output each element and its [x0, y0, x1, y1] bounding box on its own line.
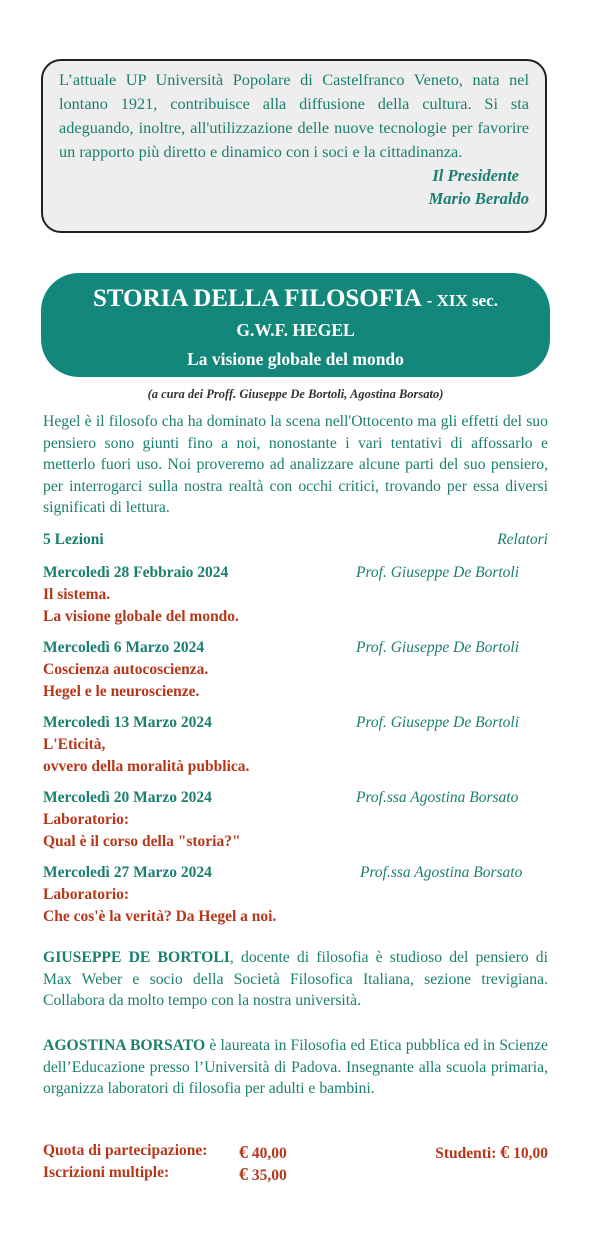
lesson-title-line2: La visione globale del mondo. — [43, 608, 239, 625]
lesson-item — [43, 563, 548, 627]
lesson-speaker: Prof. Giuseppe De Bortoli — [356, 639, 520, 656]
lesson-speaker: Prof.ssa Agostina Borsato — [360, 864, 523, 881]
course-description: Hegel è il filosofo cha ha dominato la scena nell'Ottocento ma gli effetti del suo pensiero sono giunti fino a noi, nonostante i vari tentativi di affossarlo e metterlo fuori uso. Noi proveremo ad analizzare alcune parti del suo pensiero, per interrogarci sulla nostra realtà con occhi critici, trovando per essa diversi significati di lettura. — [43, 413, 548, 516]
lesson-item — [43, 713, 548, 777]
fee-row-participation — [43, 1142, 548, 1164]
lesson-item — [43, 638, 548, 702]
course-title — [41, 283, 550, 317]
signature-role: Il Presidente — [432, 166, 519, 185]
lesson-title-line2: ovvero della moralità pubblica. — [43, 758, 250, 775]
lesson-speaker: Prof. Giuseppe De Bortoli — [356, 564, 520, 581]
course-tagline: La visione globale del mondo — [187, 349, 404, 369]
lesson-title-line1: Laboratorio: — [43, 811, 130, 828]
lesson-date: Mercoledì 6 Marzo 2024 — [43, 639, 205, 656]
signature — [59, 164, 529, 210]
fee-row-multiple — [43, 1164, 548, 1186]
lesson-date: Mercoledì 20 Marzo 2024 — [43, 789, 212, 806]
intro-box — [41, 59, 547, 233]
multiple-value: 35,00 — [251, 1167, 287, 1184]
lesson-speaker: Prof.ssa Agostina Borsato — [356, 789, 519, 806]
speakers-heading: Relatori — [497, 531, 548, 548]
bio-text: , docente di filosofia è studioso del pensiero di Max Weber e socio della Società Filosofica Italiana, sezione trevigiana. Collabora da molto tempo con la nostra università. — [43, 949, 548, 1009]
multiple-amount — [239, 1164, 287, 1185]
course-curators: (a cura dei Proff. Giuseppe De Bortoli, Agostina Borsato) — [147, 387, 444, 401]
bio-name: AGOSTINA BORSATO — [43, 1037, 206, 1054]
lesson-item — [43, 863, 548, 927]
lesson-date: Mercoledì 27 Marzo 2024 — [43, 864, 212, 881]
signature-name: Mario Beraldo — [428, 189, 529, 208]
participation-label: Quota di partecipazione: — [43, 1142, 208, 1159]
students-fee — [435, 1142, 548, 1163]
participation-amount — [239, 1142, 287, 1163]
lesson-title-line1: Laboratorio: — [43, 886, 130, 903]
euro-symbol: € — [500, 1142, 510, 1162]
course-title-text: STORIA DELLA FILOSOFIA — [93, 285, 421, 312]
lesson-item — [43, 788, 548, 852]
speaker-bio — [43, 1035, 548, 1100]
course-title-banner — [41, 273, 550, 377]
lesson-title-line1: Il sistema. — [43, 586, 111, 603]
participation-value: 40,00 — [251, 1145, 287, 1162]
lessons-count: 5 Lezioni — [43, 531, 104, 548]
bio-name: GIUSEPPE DE BORTOLI — [43, 949, 230, 966]
multiple-label: Iscrizioni multiple: — [43, 1164, 170, 1181]
lesson-speaker: Prof. Giuseppe De Bortoli — [356, 714, 520, 731]
lesson-title-line2: Qual è il corso della "storia?" — [43, 833, 241, 850]
lessons-header — [43, 531, 548, 551]
course-title-suffix: - XIX sec. — [426, 291, 498, 310]
euro-symbol: € — [239, 1164, 248, 1184]
lesson-title-line2: Hegel e le neuroscienze. — [43, 683, 200, 700]
lesson-date: Mercoledì 13 Marzo 2024 — [43, 714, 212, 731]
bio-text: è laureata in Filosofia ed Etica pubblica ed in Scienze dell’Educazione presso l’Università di Padova. Insegnante alla scuola primaria, organizza laboratori di filosofia per adulti e bambini. — [43, 1037, 548, 1097]
speaker-bio — [43, 947, 548, 1012]
lesson-title-line2: Che cos'è la verità? Da Hegel a noi. — [43, 908, 277, 925]
euro-symbol: € — [239, 1142, 248, 1162]
lesson-date: Mercoledì 28 Febbraio 2024 — [43, 564, 229, 581]
lesson-title-line1: Coscienza autocoscienza. — [43, 661, 209, 678]
students-label: Studenti: — [435, 1145, 497, 1162]
lesson-title-line1: L'Eticità, — [43, 736, 106, 753]
intro-text: L’attuale UP Università Popolare di Castelfranco Veneto, nata nel lontano 1921, contribuisce alla diffusione della cultura. Si sta adeguando, inoltre, all'utilizzazione delle nuove tecnologie per favorire un rapporto più diretto e dinamico con i soci e la cittadinanza. — [59, 70, 529, 161]
course-subtitle: G.W.F. HEGEL — [236, 320, 355, 340]
students-value: 10,00 — [513, 1145, 548, 1162]
